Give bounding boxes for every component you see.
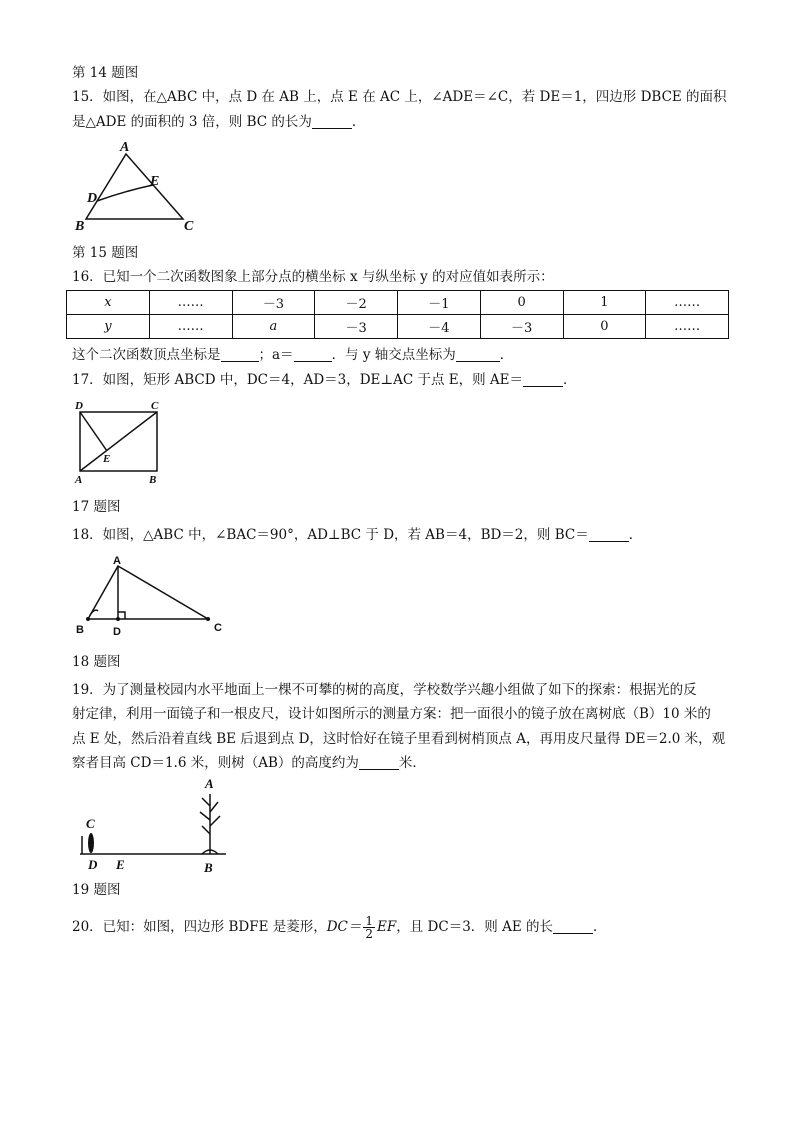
q20-expr-rhs: EF (377, 919, 397, 935)
q16-answer-text-2: ；a＝ (258, 347, 294, 363)
q19-line3: 点 E 处，然后沿着直线 BE 后退到点 D，这时恰好在镜子里看到树梢顶点 A，再用皮尺量得 DE＝2.0 米，观 (72, 731, 726, 747)
q17-diagonal-ac (80, 412, 157, 471)
q17-label-e: E (103, 453, 111, 465)
q18-point-d (116, 617, 120, 621)
q16-line1: 16．已知一个二次函数图象上部分点的横坐标 x 与纵坐标 y 的对应值如表所示： (72, 269, 554, 285)
q17-text: 17．如图，矩形 ABCD 中，DC＝4，AD＝3，DE⊥AC 于点 E，则 AE＝ (72, 372, 524, 388)
caption-q14: 第 14 题图 (72, 65, 139, 81)
q16-answer-text-3: ．与 y 轴交点坐标为 (331, 347, 456, 363)
q20-expr-lhs: DC＝ (326, 919, 362, 935)
q20-answer-blank (553, 919, 593, 934)
table-cell: －3 (480, 315, 563, 339)
q15-label-a: A (120, 140, 130, 155)
table-cell: …… (646, 291, 729, 315)
q19-observer-figure (88, 833, 94, 853)
q19-answer-blank (359, 755, 399, 770)
q18-label-c: C (214, 622, 222, 634)
caption-q15: 第 15 题图 (72, 245, 139, 261)
q17-segment-de (80, 412, 107, 451)
table-cell: －4 (398, 315, 481, 339)
q19-text-4b: 米． (398, 755, 426, 771)
q17-end: ． (563, 372, 577, 388)
q17-label-c: C (151, 400, 159, 412)
q16-value-table (66, 290, 729, 339)
q15-label-e: E (150, 174, 160, 189)
q20-text-1: 20．已知：如图，四边形 BDFE 是菱形， (72, 919, 327, 935)
table-cell: …… (149, 315, 232, 339)
q16-intercept-blank (456, 347, 500, 362)
q16-vertex-blank (221, 347, 259, 362)
table-cell: －2 (315, 291, 398, 315)
q15-label-d: D (87, 191, 98, 206)
table-row-x (67, 291, 729, 315)
q18-triangle-abc (88, 566, 208, 619)
q15-answer-blank (312, 114, 352, 129)
table-cell: 0 (563, 315, 646, 339)
q19-label-e: E (116, 857, 125, 872)
table-cell: x (67, 291, 150, 315)
q20-end: ． (593, 919, 607, 935)
q18-label-a: A (113, 555, 121, 567)
table-cell: 0 (480, 291, 563, 315)
q19-line2: 射定律，利用一面镜子和一根皮尺，设计如图所示的测量方案：把一面很小的镜子放在离树底（B）10 米的 (72, 706, 711, 722)
table-row-y (67, 315, 729, 339)
q16-a-blank (294, 347, 332, 362)
q20-line1 (72, 913, 732, 941)
q15-triangle (86, 154, 183, 219)
q18-point-b (86, 617, 90, 621)
q20-text-2: ，且 DC＝3．则 AE 的长 (396, 919, 553, 935)
q20-frac-denominator: 2 (365, 927, 374, 941)
q18-answer-blank (589, 527, 629, 542)
q15-triangle-abc (86, 154, 183, 219)
q15-line2-end: ． (351, 114, 366, 130)
q18-label-b: B (76, 624, 84, 636)
q15-line2 (72, 113, 732, 131)
q20-fraction (363, 915, 375, 940)
caption-q18: 18 题图 (72, 654, 121, 670)
table-cell: －1 (398, 291, 481, 315)
q15-figure (70, 140, 210, 235)
q19-line1: 19．为了测量校园内水平地面上一棵不可攀的树的高度，学校数学兴趣小组做了如下的探索：根据光的反 (72, 682, 697, 698)
q16-answer-text-1: 这个二次函数顶点坐标是 (72, 347, 221, 363)
q19-label-c: C (86, 816, 95, 831)
q17-figure (70, 398, 170, 488)
q19-label-b: B (204, 860, 213, 875)
table-cell: －3 (315, 315, 398, 339)
q15-line2-text: 是△ADE 的面积的 3 倍，则 BC 的长为 (72, 114, 312, 130)
q18-text: 18．如图，△ABC 中，∠BAC＝90°，AD⊥BC 于 D，若 AB＝4，BD＝2，则 BC＝ (72, 527, 589, 543)
q19-label-a: A (205, 776, 214, 791)
q17-answer-blank (523, 372, 563, 387)
table-cell: 1 (563, 291, 646, 315)
caption-q17: 17 题图 (72, 499, 121, 515)
q17-label-a: A (75, 474, 83, 486)
table-cell: a (232, 315, 315, 339)
q19-figure (70, 776, 240, 876)
q18-line1 (72, 526, 732, 544)
q16-answer-end: ． (499, 347, 514, 363)
table-cell: －3 (232, 291, 315, 315)
caption-q19: 19 题图 (72, 882, 121, 898)
q18-angle-arc (90, 610, 98, 615)
q17-label-d: D (75, 400, 83, 412)
q15-line1: 15．如图，在△ABC 中，点 D 在 AB 上，点 E 在 AC 上，∠ADE＝∠C，若 DE＝1，四边形 DBCE 的面积 (72, 89, 727, 105)
q18-figure (70, 553, 230, 643)
q18-point-c (206, 617, 210, 621)
q17-line1 (72, 371, 732, 389)
q15-label-c: C (184, 219, 194, 234)
q16-answer-line (72, 346, 732, 364)
q19-line4 (72, 754, 732, 772)
q20-frac-numerator: 1 (365, 914, 374, 928)
q17-label-b: B (149, 474, 157, 486)
table-cell: y (67, 315, 150, 339)
q15-label-b: B (75, 219, 85, 234)
q19-text-4a: 察者目高 CD＝1.6 米，则树（AB）的高度约为 (72, 755, 359, 771)
q19-label-d: D (88, 857, 98, 872)
table-cell: …… (149, 291, 232, 315)
table-cell: …… (646, 315, 729, 339)
q18-end: ． (628, 527, 643, 543)
q18-label-d: D (113, 626, 121, 638)
